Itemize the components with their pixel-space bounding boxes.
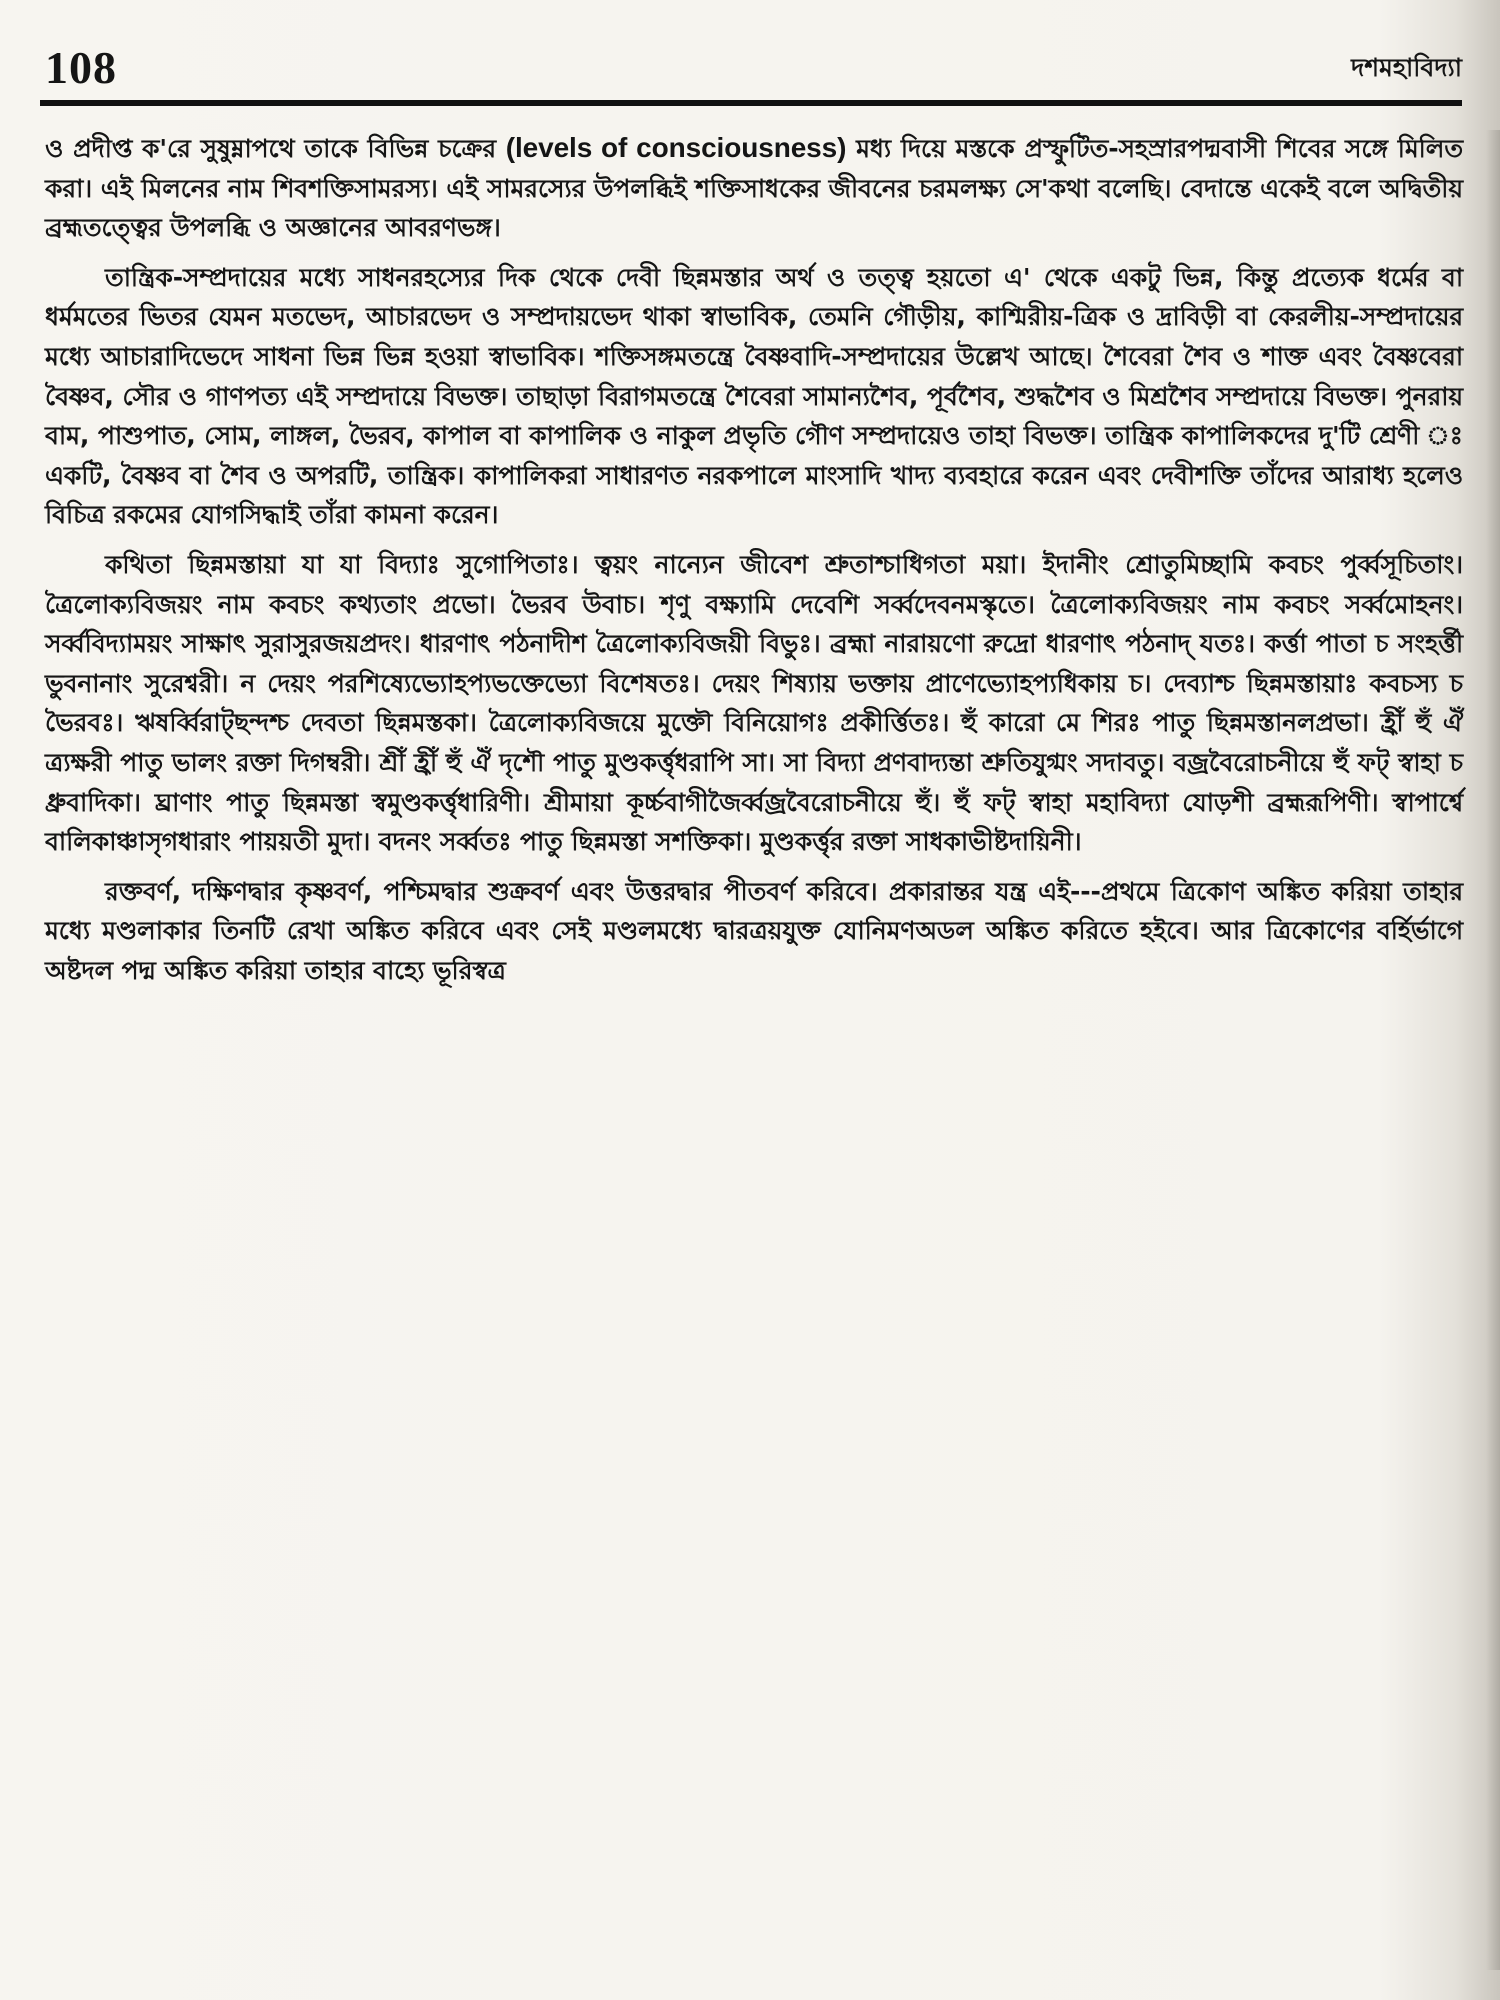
page-header [45,38,1462,98]
paragraph-1-start: ও প্রদীপ্ত ক'রে সুষুম্নাপথে তাকে বিভিন্ন চক্রের [45,134,506,163]
page-number: 108 [45,42,117,93]
paragraph-3: কথিতা ছিন্নমস্তায়া যা যা বিদ্যাঃ সুগোপিতাঃ। ত্বয়ং নান্যেন জীবেশ শ্রুতাশ্চাধিগতা ময়া। ইদানীং শ্রোতুমিচ্ছামি কবচং পুর্ব্বসূচিতাং। ত্রৈলোক্যবিজয়ং নাম কবচং কথ্যতাং প্রভো। ভৈরব উবাচ। শৃণু বক্ষ্যামি দেবেশি সর্ব্বদেবনমস্কৃতে। ত্রৈলোক্যবিজয়ং নাম কবচং সর্ব্বমোহনং। সর্ব্ববিদ্যাময়ং সাক্ষাৎ সুরাসুরজয়প্রদং। ধারণাৎ পঠনাদীশ ত্রৈলোক্যবিজয়ী বিভুঃ। ব্রহ্মা নারায়ণো রুদ্রো ধারণাৎ পঠনাদ্ যতঃ। কর্ত্তা পাতা চ সংহর্ত্তী ভুবনানাং সুরেশ্বরী। ন দেয়ং পরশিষ্যেভ্যোহপ্যভক্তেভ্যো বিশেষতঃ। দেয়ং শিষ্যায় ভক্তায় প্রাণেভ্যোহপ্যধিকায় চ। দেব্যাশ্চ ছিন্নমস্তায়াঃ কবচস্য চ ভৈরবঃ। ঋষর্ব্বিরাট্‌ছন্দশ্চ দেবতা ছিন্নমস্তকা। ত্রৈলোক্যবিজয়ে মুক্তৌ বিনিয়োগঃ প্রকীর্ত্তিতঃ। হুঁ কারো মে শিরঃ পাতু ছিন্নমস্তানলপ্রভা। হ্রীঁ হুঁ ঐঁ ত্র্যক্ষরী পাতু ভালং রক্তা দিগম্বরী। শ্রীঁ হ্রীঁ হুঁ ঐঁ দৃশৌ পাতু মুণ্ডকর্ত্তৃধরাপি সা। সা বিদ্যা প্রণবাদ্যন্তা শ্রুতিযুগ্মং সদাবতু। বজ্রবৈরোচনীয়ে হুঁ ফট্ স্বাহা চ ধ্রুবাদিকা। ঘ্রাণাং পাতু ছিন্নমস্তা স্বমুণ্ডকর্ত্তৃধারিণী। শ্রীমায়া কূর্চ্চবাগীজৈর্ব্বজ্রবৈরোচনীয়ে হুঁ। হুঁ ফট্ স্বাহা মহাবিদ্যা যোড়শী ব্রহ্মরূপিণী। স্বাপার্শ্বে বালিকাঞ্চাসৃগধারাং পায়য়তী মুদা। বদনং সর্ব্বতঃ পাতু ছিন্নমস্তা সশক্তিকা। মুণ্ডকর্ত্তৃর রক্তা সাধকাভীষ্টদায়িনী। [45,549,1463,857]
body-text [45,128,1463,1000]
header-rule [40,100,1462,106]
paragraph-4: রক্তবর্ণ, দক্ষিণদ্বার কৃষ্ণবর্ণ, পশ্চিমদ্বার শুক্রবর্ণ এবং উত্তরদ্বার পীতবর্ণ করিবে। প্রকারান্তর যন্ত্র এই---প্রথমে ত্রিকোণ অঙ্কিত করিয়া তাহার মধ্যে মণ্ডলাকার তিনটি রেখা অঙ্কিত করিবে এবং সেই মণ্ডলমধ্যে দ্বারত্রয়যুক্ত যোনিমণঅডল অঙ্কিত করিতে হইবে। আর ত্রিকোণের বর্হির্ভাগে অষ্টদল পদ্ম অঙ্কিত করিয়া তাহার বাহ্যে ভূরিস্বত্র [45,876,1463,985]
paragraph-1-english-phrase: (levels of consciousness) [505,132,847,163]
paragraph-2: তান্ত্রিক-সম্প্রদায়ের মধ্যে সাধনরহস্যের দিক থেকে দেবী ছিন্নমস্তার অর্থ ও তত্ত্ব হয়তো এ' থেকে একটু ভিন্ন, কিন্তু প্রত্যেক ধর্মের বা ধর্মমতের ভিতর যেমন মতভেদ, আচারভেদ ও সম্প্রদায়ভেদ থাকা স্বাভাবিক, তেমনি গৌড়ীয়, কাশ্মিরীয়-ত্রিক ও দ্রাবিড়ী বা কেরলীয়-সম্প্রদায়ের মধ্যে আচারাদিভেদে সাধনা ভিন্ন ভিন্ন হওয়া স্বাভাবিক। শক্তিসঙ্গমতন্ত্রে বৈষ্ণবাদি-সম্প্রদায়ের উল্লেখ আছে। শৈবেরা শৈব ও শাক্ত এবং বৈষ্ণবেরা বৈষ্ণব, সৌর ও গাণপত্য এই সম্প্রদায়ে বিভক্ত। তাছাড়া বিরাগমতন্ত্রে শৈবেরা সামান্যশৈব, পূর্বশৈব, শুদ্ধশৈব ও মিশ্রশৈব সম্প্রদায়ে বিভক্ত। পুনরায় বাম, পাশুপাত, সোম, লাঙ্গল, ভৈরব, কাপাল বা কাপালিক ও নাকুল প্রভৃতি গৌণ সম্প্রদায়েও তাহা বিভক্ত। তান্ত্রিক কাপালিকদের দু'টি শ্রেণী ঃ একটি, বৈষ্ণব বা শৈব ও অপরটি, তান্ত্রিক। কাপালিকরা সাধারণত নরকপালে মাংসাদি খাদ্য ব্যবহারে করেন এবং দেবীশক্তি তাঁদের আরাধ্য হলেও বিচিত্র রকমের যোগসিদ্ধাই তাঁরা কামনা করেন। [45,262,1463,530]
running-title: দশমহাবিদ্যা [1351,53,1462,82]
paragraph-1 [45,128,1463,248]
page-edge-shadow [1486,130,1500,1970]
paragraph-1-rest: মধ্য দিয়ে মস্তকে প্রস্ফুটিত-সহস্রারপদ্মবাসী শিবের সঙ্গে মিলিত করা। এই মিলনের নাম শিবশক্তিসামরস্য। এই সামরস্যের উপলব্ধিই শক্তিসাধকের জীবনের চরমলক্ষ্য সে'কথা বলেছি। বেদান্তে একেই বলে অদ্বিতীয় ব্রহ্মতত্ত্বের উপলব্ধি ও অজ্ঞানের আবরণভঙ্গ। [45,134,1463,243]
